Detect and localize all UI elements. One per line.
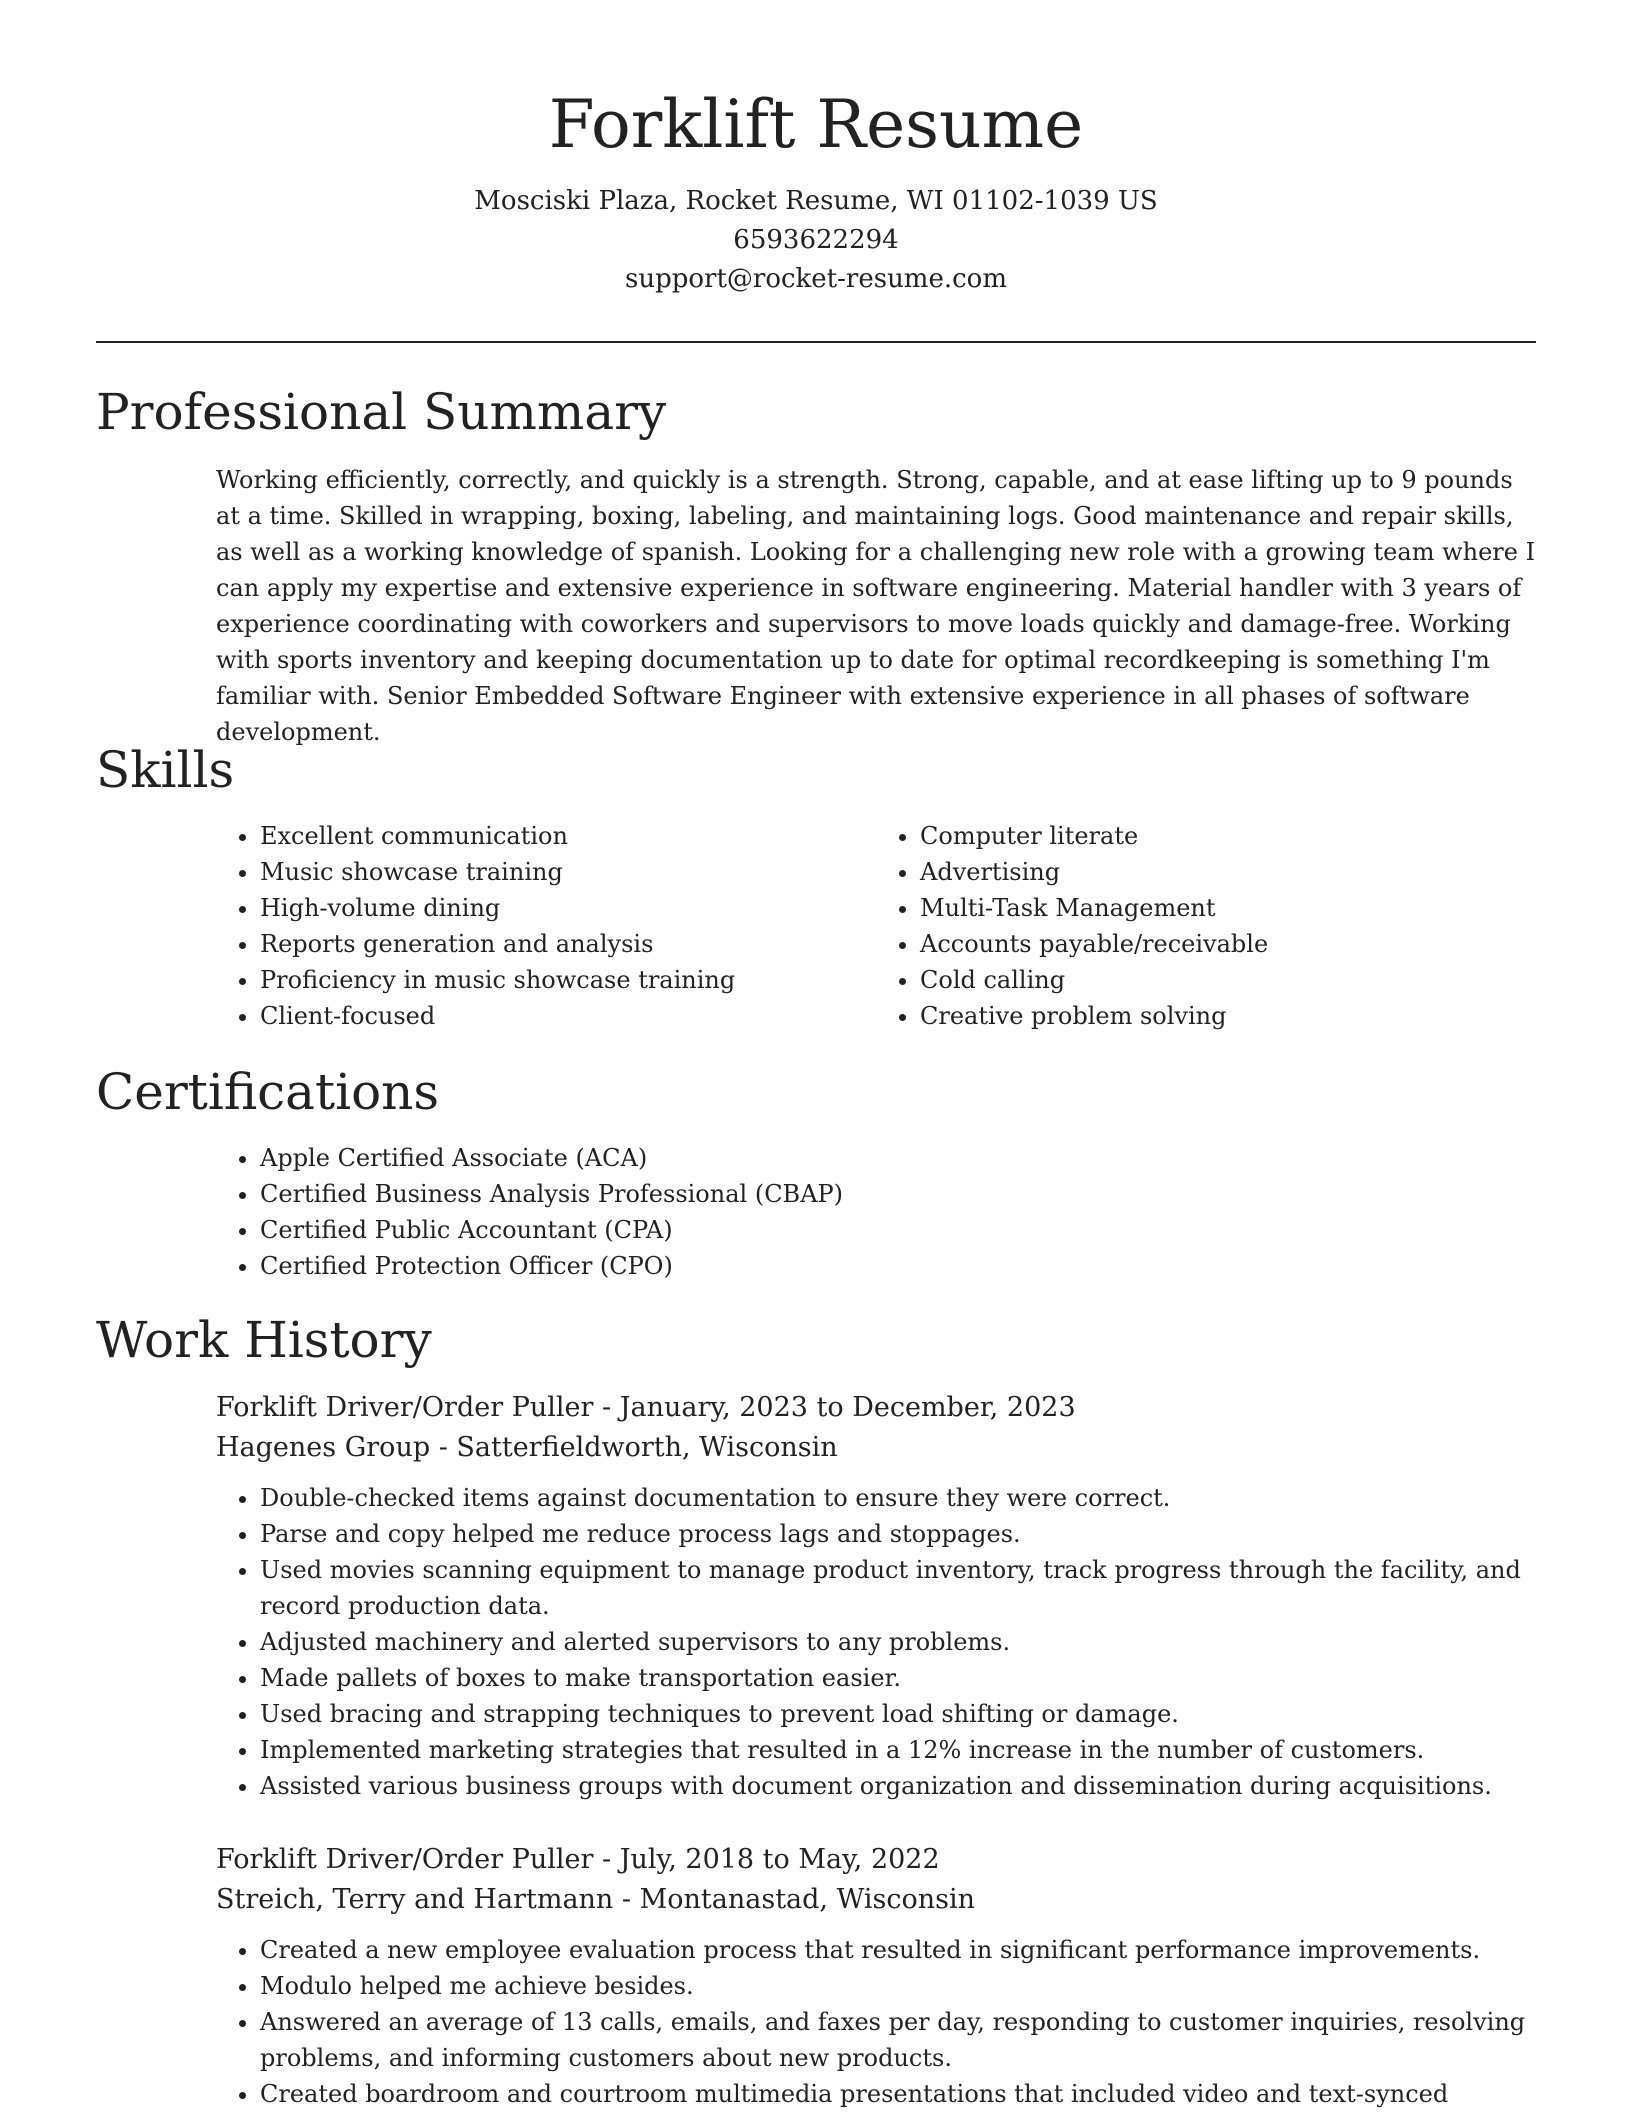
skill-item: • Cold calling [920, 962, 1536, 998]
certifications-heading: Certifications [96, 1063, 440, 1121]
skill-item: • Proficiency in music showcase training [260, 962, 876, 998]
address: Mosciski Plaza, Rocket Resume, WI 01102-1039 US [474, 186, 1158, 216]
job-title: Forklift Driver/Order Puller [216, 1844, 594, 1875]
job-bullet: • Modulo helped me achieve besides. [260, 1968, 1536, 2004]
job-entry [216, 1388, 1536, 1804]
skill-item: • Client-focused [260, 998, 876, 1034]
certification-item: • Certified Protection Officer (CPO) [260, 1248, 1536, 1284]
job-dates: - July, 2018 to May, 2022 [593, 1844, 940, 1875]
job-location: - Montanastad, Wisconsin [613, 1884, 976, 1915]
summary-heading: Professional Summary [96, 383, 667, 441]
job-bullet: • Answered an average of 13 calls, emails, and faxes per day, responding to customer inquiries, resolving problems, and informing customers about new products. [260, 2004, 1536, 2076]
skill-item: • Reports generation and analysis [260, 926, 876, 962]
job-company-line [216, 1428, 1536, 1468]
job-title-line [216, 1388, 1536, 1428]
job-title: Forklift Driver/Order Puller [216, 1392, 594, 1423]
job-company: Streich, Terry and Hartmann [216, 1884, 614, 1915]
skill-item: • Music showcase training [260, 854, 876, 890]
job-company-line [216, 1880, 1536, 1920]
job-bullets [216, 1932, 1536, 2112]
job-bullet: • Implemented marketing strategies that resulted in a 12% increase in the number of customers. [260, 1732, 1536, 1768]
phone: 6593622294 [733, 225, 899, 255]
job-bullet: • Used bracing and strapping techniques to prevent load shifting or damage. [260, 1696, 1536, 1732]
job-dates: - January, 2023 to December, 2023 [593, 1392, 1076, 1423]
job-bullets [216, 1480, 1536, 1804]
job-company: Hagenes Group [216, 1432, 431, 1463]
certification-item: • Certified Public Accountant (CPA) [260, 1212, 1536, 1248]
resume-header [0, 0, 1632, 299]
job-bullet: • Created a new employee evaluation process that resulted in significant performance improvements. [260, 1932, 1536, 1968]
skill-item: • Multi-Task Management [920, 890, 1536, 926]
skill-item: • High-volume dining [260, 890, 876, 926]
skill-item: • Creative problem solving [920, 998, 1536, 1034]
job-bullet: • Parse and copy helped me reduce process lags and stoppages. [260, 1516, 1536, 1552]
certification-item: • Apple Certified Associate (ACA) [260, 1140, 1536, 1176]
certification-item: • Certified Business Analysis Professional (CBAP) [260, 1176, 1536, 1212]
job-entry [216, 1840, 1536, 2112]
resume-title: Forklift Resume [548, 86, 1084, 163]
skill-item: • Computer literate [920, 818, 1536, 854]
job-bullet: • Assisted various business groups with document organization and dissemination during acquisitions. [260, 1768, 1536, 1804]
skills-columns [216, 818, 1536, 1034]
certifications-block [216, 1140, 1536, 1284]
job-location: - Satterfieldworth, Wisconsin [430, 1432, 838, 1463]
job-bullet: • Used movies scanning equipment to manage product inventory, track progress through the facility, and record production data. [260, 1552, 1536, 1624]
contact-block [0, 182, 1632, 299]
certifications-list [216, 1140, 1536, 1284]
job-title-line [216, 1840, 1536, 1880]
work-history-heading: Work History [96, 1311, 432, 1369]
skills-heading: Skills [96, 741, 235, 799]
header-divider [96, 341, 1536, 343]
skill-item: • Accounts payable/receivable [920, 926, 1536, 962]
skill-item: • Excellent communication [260, 818, 876, 854]
skill-item: • Advertising [920, 854, 1536, 890]
job-bullet: • Created boardroom and courtroom multimedia presentations that included video and text-synced [260, 2076, 1536, 2112]
job-bullet: • Made pallets of boxes to make transportation easier. [260, 1660, 1536, 1696]
skills-list-left [216, 818, 876, 1034]
summary-text: Working efficiently, correctly, and quickly is a strength. Strong, capable, and at ease lifting up to 9 pounds at a time. Skilled in wrapping, boxing, labeling, and maintaining logs. Good maintenance and repair skills, as well as a working knowledge of spanish. Looking for a challenging new role with a growing team where I can apply my expertise and extensive experience in software engineering. Material handler with 3 years of experience coordinating with coworkers and supervisors to move loads quickly and damage-free. Working with sports inventory and keeping documentation up to date for optimal recordkeeping is something I'm familiar with. Senior Embedded Software Engineer with extensive experience in all phases of software development. [216, 466, 1536, 746]
email: support@rocket-resume.com [624, 264, 1007, 294]
skills-list-right [876, 818, 1536, 1034]
job-bullet: • Adjusted machinery and alerted supervisors to any problems. [260, 1624, 1536, 1660]
job-bullet: • Double-checked items against documentation to ensure they were correct. [260, 1480, 1536, 1516]
